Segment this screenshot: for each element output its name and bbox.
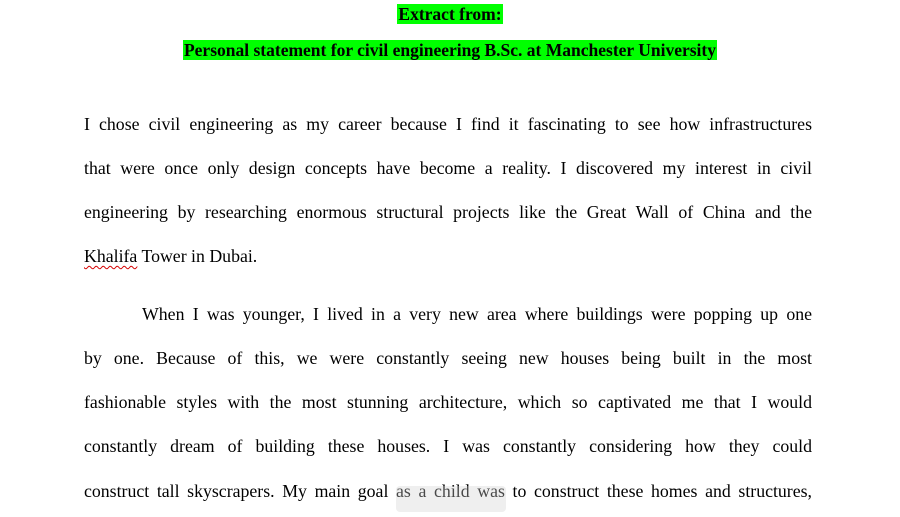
paragraph-2-line: When I was younger, I lived in a very new area where buildings were popping up one [142, 304, 812, 324]
misspelled-word[interactable]: Khalifa [84, 246, 138, 266]
document-title [0, 39, 900, 61]
paragraph-2-line: fashionable styles with the most stunning architecture, which so captivated me that I would [84, 392, 812, 412]
watermark-overlay [396, 486, 506, 512]
paragraph-2-line: by one. Because of this, we were constantly seeing new houses being built in the most [84, 348, 812, 368]
document-title-text: Personal statement for civil engineering B.Sc. at Manchester University [183, 40, 717, 60]
paragraph-1-last-line [84, 244, 812, 268]
extract-heading [0, 3, 900, 25]
paragraph-1-line: engineering by researching enormous structural projects like the Great Wall of China and the [84, 202, 812, 222]
paragraph-2-line: construct tall skyscrapers. My main goal as a child was to construct these homes and structures, [84, 481, 812, 501]
paragraph-1-line-rest: Tower in Dubai. [137, 246, 258, 266]
extract-heading-text: Extract from: [398, 4, 502, 24]
paragraph-1-line: I chose civil engineering as my career because I find it fascinating to see how infrastructures [84, 114, 812, 134]
paragraph-1-line: that were once only design concepts have become a reality. I discovered my interest in civil [84, 158, 812, 178]
paragraph-2-line: constantly dream of building these houses. I was constantly considering how they could [84, 436, 812, 456]
